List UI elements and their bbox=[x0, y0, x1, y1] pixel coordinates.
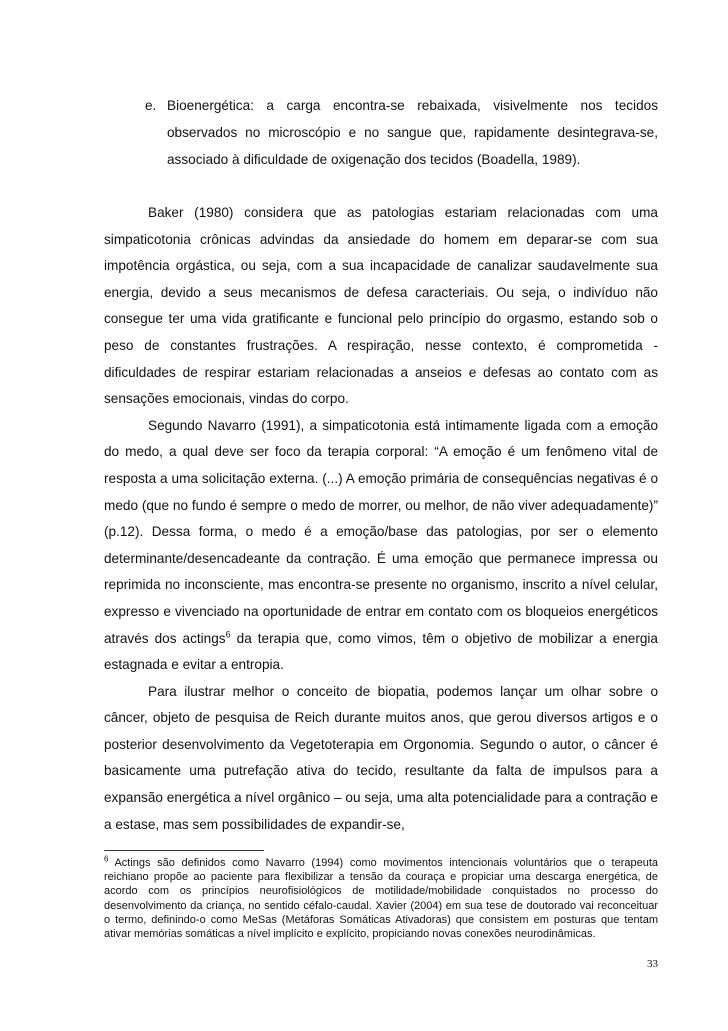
paragraph-navarro-text-1: Segundo Navarro (1991), a simpaticotonia está intimamente ligada com a emoção do medo, a qual deve ser foco da terapia corporal: “A emoção é um fenômeno vital de resposta a uma solicitação externa. (...) A emoção primária de consequências negativas é o medo (que no fundo é sempre o medo de morrer, ou melhor, de não viver adequadamente)” (p.12). Dessa forma, o medo é a emoção/base das patologias, por ser o elemento determinante/desencadeante da contração. É uma emoção que permanece impressa ou reprimida no inconsciente, mas encontra-se presente no organismo, inscrito a nível celular, expresso e vivenciado na oportunidade de entrar em contato com os bloqueios energéticos através dos actings bbox=[104, 417, 658, 646]
page-number: 33 bbox=[647, 958, 658, 970]
paragraph-biopatia bbox=[104, 679, 658, 839]
list-item-e bbox=[104, 92, 658, 173]
list-marker: e. bbox=[145, 98, 157, 113]
footnote bbox=[104, 856, 658, 941]
paragraph-baker bbox=[104, 200, 658, 413]
footnote-number: 6 bbox=[104, 854, 109, 864]
footnote-divider bbox=[104, 850, 264, 851]
paragraph-baker-text: Baker (1980) considera que as patologias estariam relacionadas com uma simpaticotonia crônicas advindas da ansiedade do homem em deparar-se com sua impotência orgástica, ou seja, com a sua incapacidade de canalizar saudavelmente sua energia, devido a seus mecanismos de defesa caracteriais. Ou seja, o indivíduo não consegue ter uma vida gratificante e funcional pelo princípio do orgasmo, estando sob o peso de constantes frustrações. A respiração, nesse contexto, é comprometida - dificuldades de respirar estariam relacionadas a anseios e defesas ao contato com as sensações emocionais, vindas do corpo. bbox=[104, 205, 658, 407]
list-item-text: Bioenergética: a carga encontra-se rebaixada, visivelmente nos tecidos observados no microscópio e no sangue que, rapidamente desintegrava-se, associado à dificuldade de oxigenação dos tecidos (Boadella, 1989). bbox=[167, 98, 658, 167]
footnote-text: Actings são definidos como Navarro (1994) como movimentos intencionais voluntários que o terapeuta reichiano propõe ao paciente para flexibilizar a tensão da couraça e propiciar uma descarga energética, de acordo com os princípios neurofisiológicos de motilidade/mobilidade conquistados no processo do desenvolvimento da criança, no sentido céfalo-caudal. Xavier (2004) em sua tese de doutorado vai reconceituar o termo, definindo-o como MeSas (Metáforas Somáticas Ativadoras) que consistem em posturas que tentam ativar memórias somáticas a nível implícito e explícito, propiciando novas conexões neurodinâmicas. bbox=[104, 857, 658, 941]
paragraph-navarro bbox=[104, 413, 658, 679]
body-text bbox=[104, 200, 658, 838]
footnote-reference[interactable]: 6 bbox=[225, 628, 231, 639]
paragraph-navarro-text-2: da terapia que, como vimos, têm o objetivo de mobilizar a energia estagnada e evitar a entropia. bbox=[104, 630, 658, 673]
paragraph-biopatia-text: Para ilustrar melhor o conceito de biopatia, podemos lançar um olhar sobre o câncer, objeto de pesquisa de Reich durante muitos anos, que gerou diversos artigos e o posterior desenvolvimento da Vegetoterapia em Orgonomia. Segundo o autor, o câncer é basicamente uma putrefação ativa do tecido, resultante da falta de impulsos para a expansão energética a nível orgânico – ou seja, uma alta potencialidade para a contração e a estase, mas sem possibilidades de expandir-se, bbox=[104, 683, 658, 832]
